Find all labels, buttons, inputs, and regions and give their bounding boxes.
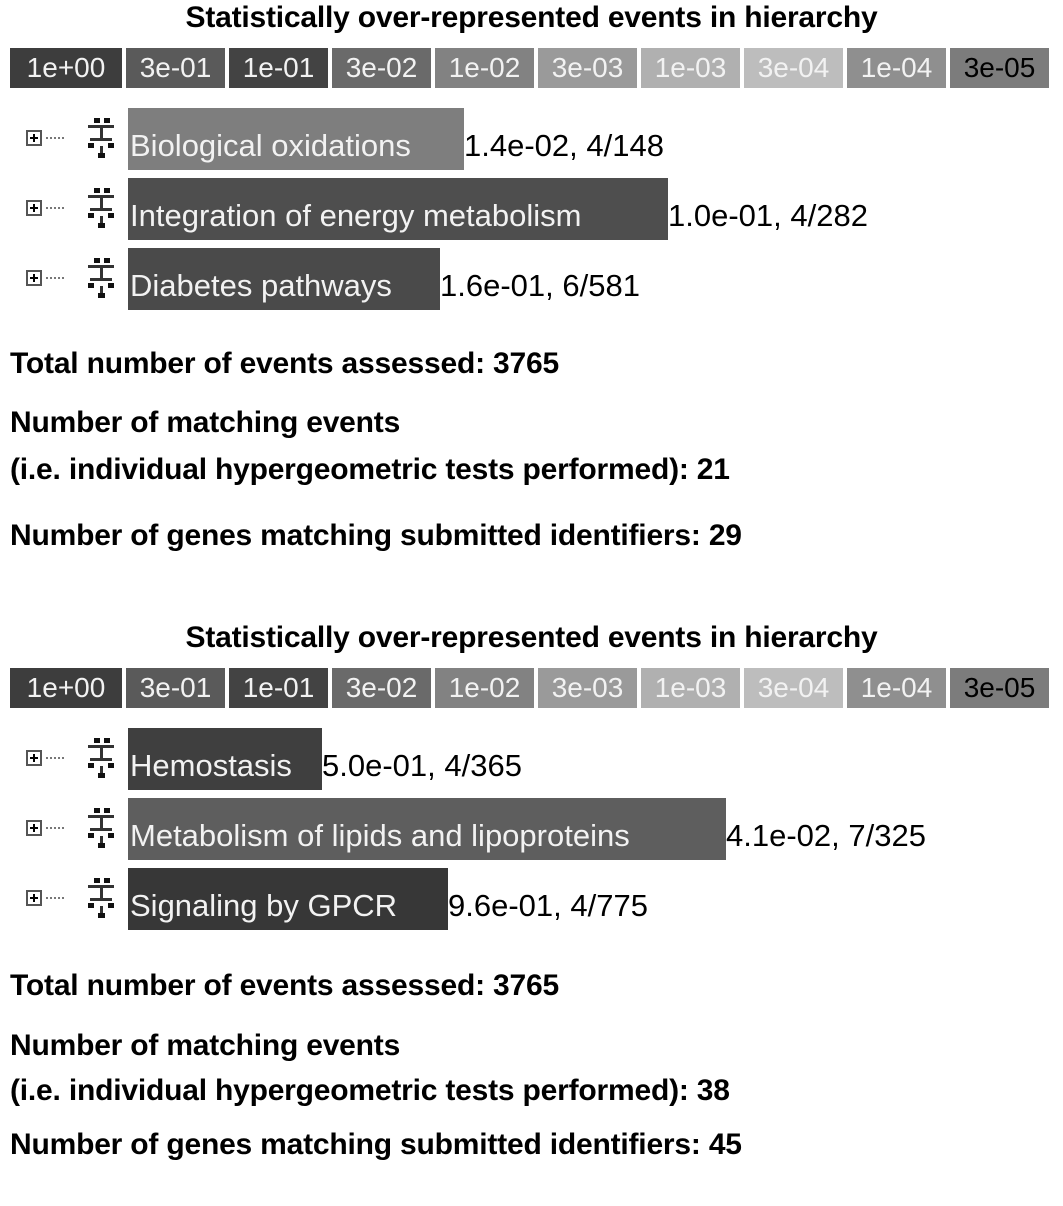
pvalue-color-legend (10, 48, 1049, 88)
legend-cell: 3e-02 (332, 668, 431, 708)
legend-cell: 1e-03 (641, 668, 740, 708)
matching-events-count: (i.e. individual hypergeometric tests performed): 38 (10, 1074, 730, 1107)
total-events-assessed: Total number of events assessed: 3765 (10, 347, 559, 380)
panel-title: Statistically over-represented events in hierarchy (185, 621, 878, 654)
legend-cell: 3e-01 (126, 48, 225, 88)
legend-cell: 3e-04 (744, 668, 843, 708)
results-panel-1 (0, 0, 1063, 586)
event-bar-integration-of-energy-metabolism[interactable]: Integration of energy metabolism (128, 178, 668, 240)
expand-plus-icon[interactable] (26, 750, 42, 766)
pathway-hierarchy-icon (80, 806, 128, 850)
event-stat: 4.1e-02, 7/325 (726, 818, 926, 853)
pathway-hierarchy-icon (80, 876, 128, 920)
event-bar-metabolism-of-lipids[interactable]: Metabolism of lipids and lipoproteins (128, 798, 726, 860)
legend-cell: 1e-04 (847, 668, 946, 708)
results-panel-2 (0, 620, 1063, 1206)
event-stat: 1.0e-01, 4/282 (668, 198, 868, 233)
pathway-hierarchy-icon (80, 256, 128, 300)
expand-plus-icon[interactable] (26, 130, 42, 146)
pathway-hierarchy-icon (80, 116, 128, 160)
legend-cell: 3e-03 (538, 668, 637, 708)
legend-cell: 1e-02 (435, 668, 534, 708)
legend-cell: 1e-03 (641, 48, 740, 88)
pvalue-color-legend (10, 668, 1049, 708)
panel-title: Statistically over-represented events in hierarchy (185, 1, 878, 34)
legend-cell: 3e-04 (744, 48, 843, 88)
pathway-hierarchy-icon (80, 186, 128, 230)
tree-connector (46, 137, 64, 139)
event-stat: 1.6e-01, 6/581 (440, 268, 640, 303)
matching-events-label: Number of matching events (10, 1029, 401, 1062)
tree-connector (46, 897, 64, 899)
legend-cell: 1e-01 (229, 48, 328, 88)
event-bar-biological-oxidations[interactable]: Biological oxidations (128, 108, 464, 170)
expand-plus-icon[interactable] (26, 890, 42, 906)
pathway-hierarchy-icon (80, 736, 128, 780)
matching-events-label: Number of matching events (10, 406, 401, 439)
total-events-assessed: Total number of events assessed: 3765 (10, 969, 559, 1002)
legend-cell: 1e+00 (10, 668, 122, 708)
genes-matching-count: Number of genes matching submitted identifiers: 29 (10, 519, 742, 552)
legend-cell: 1e-04 (847, 48, 946, 88)
tree-connector (46, 277, 64, 279)
legend-cell: 3e-05 (950, 668, 1049, 708)
genes-matching-count: Number of genes matching submitted identifiers: 45 (10, 1128, 742, 1161)
legend-cell: 3e-05 (950, 48, 1049, 88)
event-stat: 1.4e-02, 4/148 (464, 128, 664, 163)
event-bar-signaling-by-gpcr[interactable]: Signaling by GPCR (128, 868, 448, 930)
expand-plus-icon[interactable] (26, 200, 42, 216)
legend-cell: 1e+00 (10, 48, 122, 88)
legend-cell: 3e-01 (126, 668, 225, 708)
legend-cell: 3e-02 (332, 48, 431, 88)
tree-connector (46, 827, 64, 829)
legend-cell: 1e-01 (229, 668, 328, 708)
legend-cell: 1e-02 (435, 48, 534, 88)
event-bar-diabetes-pathways[interactable]: Diabetes pathways (128, 248, 440, 310)
legend-cell: 3e-03 (538, 48, 637, 88)
expand-plus-icon[interactable] (26, 270, 42, 286)
event-stat: 9.6e-01, 4/775 (448, 888, 648, 923)
tree-connector (46, 207, 64, 209)
event-bar-hemostasis[interactable]: Hemostasis (128, 728, 322, 790)
matching-events-count: (i.e. individual hypergeometric tests performed): 21 (10, 453, 730, 486)
event-stat: 5.0e-01, 4/365 (322, 748, 522, 783)
expand-plus-icon[interactable] (26, 820, 42, 836)
tree-connector (46, 757, 64, 759)
